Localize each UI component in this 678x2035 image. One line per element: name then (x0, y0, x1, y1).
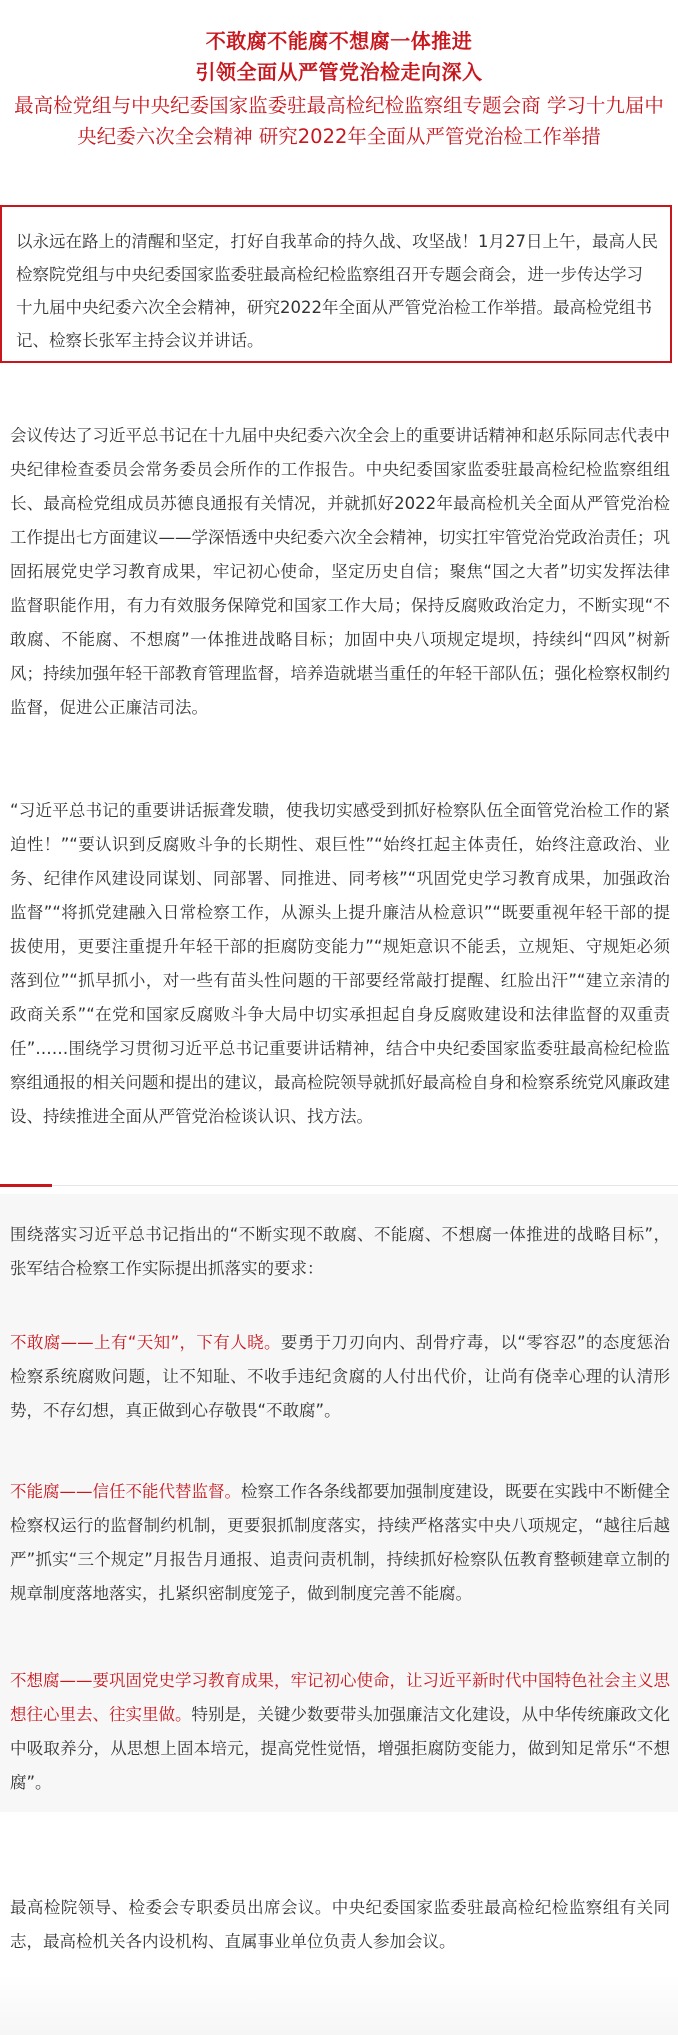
article-title-line-2: 引领全面从严管党治检走向深入 (195, 60, 483, 84)
section-item-2-lead: 不能腐——信任不能代替监督。 (10, 1482, 241, 1501)
bottom-fade (0, 1975, 678, 2035)
article-title-line-1: 不敢腐不能腐不想腐一体推进 (205, 29, 473, 53)
section-item-2-text: 检察工作各条线都要加强制度建设，既要在实践中不断健全检察权运行的监督制约机制，更要狠抓制度落实，持续严格落实中央八项规定，“越往后越严”抓实“三个规定”月报告月通报、追责问责机制，持续抓好检察队伍教育整顿建章立制的规章制度落地落实，扎紧织密制度笼子，做到制度完善不能腐。 (10, 1482, 670, 1603)
section-item-1 (10, 1326, 670, 1428)
section-divider (0, 1180, 678, 1194)
lead-summary-box (0, 205, 672, 363)
article-header (0, 0, 678, 152)
section-item-1-lead: 不敢腐——上有“天知”，下有人晓。 (10, 1333, 281, 1352)
section-divider-line (52, 1185, 678, 1186)
section-item-3-lead: 不想腐——要巩固党史学习教育成果，牢记初心使命，让习近平新时代中国特色社会主义思想往心里去、往实里做。 (10, 1671, 670, 1724)
section-item-1-text: 要勇于刀刃向内、刮骨疗毒，以“零容忍”的态度惩治检察系统腐败问题，让不知耻、不收手违纪贪腐的人付出代价，让尚有侥幸心理的认清形势，不存幻想，真正做到心存敬畏“不敢腐”。 (10, 1333, 670, 1420)
article-subtitle: 最高检党组与中央纪委国家监委驻最高检纪检监察组专题会商 学习十九届中央纪委六次全会精神 研究2022年全面从严管党治检工作举措 (14, 94, 664, 148)
closing-paragraph: 最高检院领导、检委会专职委员出席会议。中央纪委国家监委驻最高检纪检监察组有关同志，最高检机关各内设机构、直属事业单位负责人参加会议。 (10, 1898, 670, 1951)
section-item-3 (10, 1664, 670, 1800)
section-item-2 (10, 1475, 670, 1611)
section-divider-accent (0, 1184, 52, 1187)
section-intro: 围绕落实习近平总书记指出的“不断实现不敢腐、不能腐、不想腐一体推进的战略目标”，张军结合检察工作实际提出抓落实的要求： (10, 1225, 670, 1278)
section-item-3-text: 特别是，关键少数要带头加强廉洁文化建设，从中华传统廉政文化中吸取养分，从思想上固本培元，提高党性觉悟，增强拒腐防变能力，做到知足常乐“不想腐”。 (10, 1705, 670, 1792)
body-paragraph-2: “习近平总书记的重要讲话振聋发聩，使我切实感受到抓好检察队伍全面管党治检工作的紧迫性！”“要认识到反腐败斗争的长期性、艰巨性”“始终扛起主体责任，始终注意政治、业务、纪律作风建设同谋划、同部署、同推进、同考核”“巩固党史学习教育成果，加强政治监督”“将抓党建融入日常检察工作，从源头上提升廉洁从检意识”“既要重视年轻干部的提拔使用，更要注重提升年轻干部的拒腐防变能力”“规矩意识不能丢，立规矩、守规矩必须落到位”“抓早抓小，对一些有苗头性问题的干部要经常敲打提醒、红脸出汗”“建立亲清的政商关系”“在党和国家反腐败斗争大局中切实承担起自身反腐败建设和法律监督的双重责任”……围绕学习贯彻习近平总书记重要讲话精神，结合中央纪委国家监委驻最高检纪检监察组通报的相关问题和提出的建议，最高检院领导就抓好最高检自身和检察系统党风廉政建设、持续推进全面从严管党治检谈认识、找方法。 (10, 801, 670, 1126)
body-paragraph-1: 会议传达了习近平总书记在十九届中央纪委六次全会上的重要讲话精神和赵乐际同志代表中央纪律检查委员会常务委员会所作的工作报告。中央纪委国家监委驻最高检纪检监察组组长、最高检党组成员苏德良通报有关情况，并就抓好2022年最高检机关全面从严管党治检工作提出七方面建议——学深悟透中央纪委六次全会精神，切实扛牢管党治党政治责任；巩固拓展党史学习教育成果，牢记初心使命，坚定历史自信；聚焦“国之大者”切实发挥法律监督职能作用，有力有效服务保障党和国家工作大局；保持反腐败政治定力，不断实现“不敢腐、不能腐、不想腐”一体推进战略目标；加固中央八项规定堤坝，持续纠“四风”树新风；持续加强年轻干部教育管理监督，培养造就堪当重任的年轻干部队伍；强化检察权制约监督，促进公正廉洁司法。 (10, 426, 670, 717)
lead-summary-text: 以永远在路上的清醒和坚定，打好自我革命的持久战、攻坚战！1月27日上午，最高人民检察院党组与中央纪委国家监委驻最高检纪检监察组召开专题会商会，进一步传达学习十九届中央纪委六次全会精神，研究2022年全面从严管党治检工作举措。最高检党组书记、检察长张军主持会议并讲话。 (16, 232, 658, 350)
